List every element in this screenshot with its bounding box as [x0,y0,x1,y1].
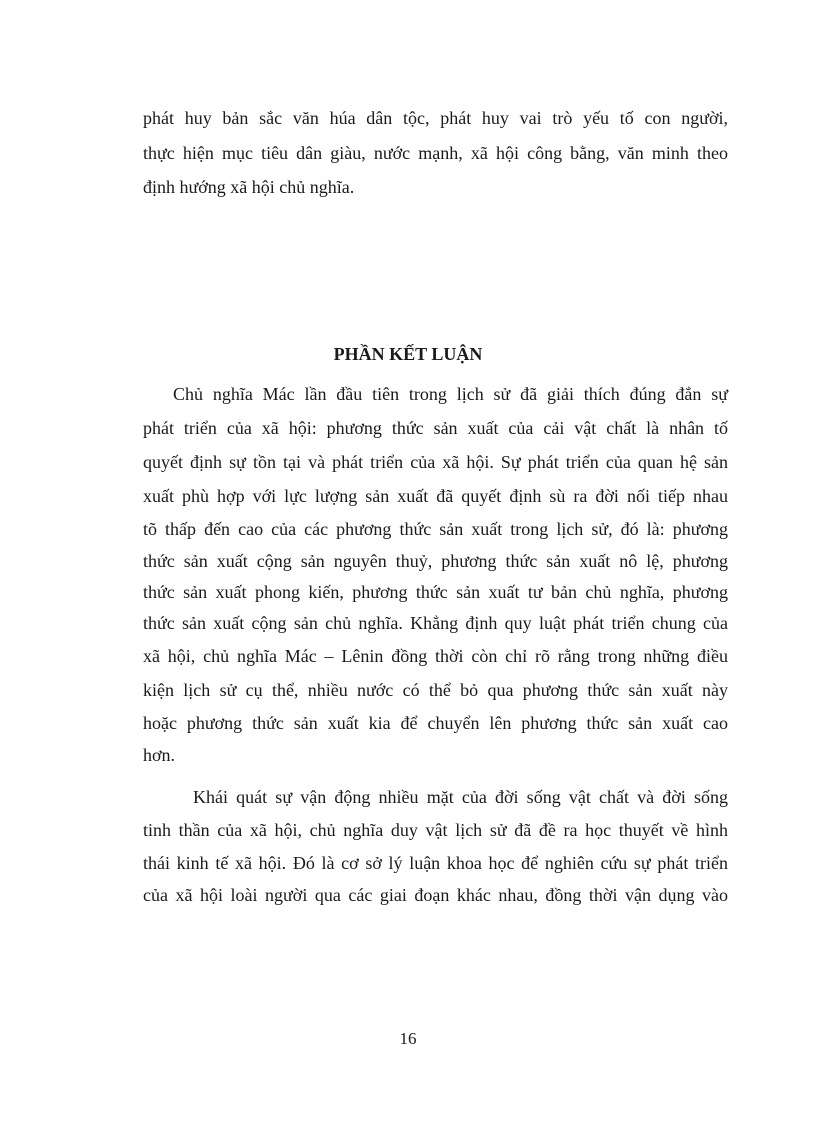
paragraph-line: xuất phù hợp với lực lượng sản xuất đã quyết định sù ra đời nối tiếp nhau [143,486,728,506]
intro-line: phát huy bản sắc văn húa dân tộc, phát huy vai trò yếu tố con người, [143,108,728,128]
paragraph-line: thái kinh tế xã hội. Đó là cơ sở lý luận khoa học để nghiên cứu sự phát triển [143,853,728,873]
paragraph-line: xã hội, chủ nghĩa Mác – Lênin đồng thời còn chỉ rõ rằng trong những điều [143,646,728,666]
paragraph-line: Chủ nghĩa Mác lần đầu tiên trong lịch sử đã giải thích đúng đắn sự [173,384,728,404]
paragraph-line: thức sản xuất cộng sản chủ nghĩa. Khẳng định quy luật phát triển chung của [143,613,728,633]
paragraph-line: của xã hội loài người qua các giai đoạn khác nhau, đồng thời vận dụng vào [143,885,728,905]
intro-line: thực hiện mục tiêu dân giàu, nước mạnh, xã hội công bằng, văn minh theo [143,143,728,163]
paragraph-line: tinh thần của xã hội, chủ nghĩa duy vật lịch sử đã đề ra học thuyết về hình [143,820,728,840]
page-number: 16 [399,1029,417,1048]
paragraph-line: quyết định sự tồn tại và phát triển của xã hội. Sự phát triển của quan hệ sản [143,452,728,472]
section-heading: PHẦN KẾT LUẬN [333,344,483,364]
paragraph-line: hơn. [143,745,176,765]
paragraph-line: tõ thấp đến cao của các phương thức sản xuất trong lịch sử, đó là: phương [143,519,728,539]
paragraph-line: Khái quát sự vận động nhiều mặt của đời sống vật chất và đời sống [193,787,728,807]
paragraph-line: hoặc phương thức sản xuất kia để chuyển lên phương thức sản xuất cao [143,713,728,733]
paragraph-line: kiện lịch sử cụ thể, nhiều nước có thể bỏ qua phương thức sản xuất này [143,680,728,700]
intro-line: định hướng xã hội chủ nghĩa. [143,177,355,197]
paragraph-line: phát triển của xã hội: phương thức sản xuất của cải vật chất là nhân tố [143,418,728,438]
paragraph-line: thức sản xuất cộng sản nguyên thuỷ, phương thức sản xuất nô lệ, phương [143,551,728,571]
paragraph-line: thức sản xuất phong kiến, phương thức sản xuất tư bản chủ nghĩa, phương [143,582,728,602]
